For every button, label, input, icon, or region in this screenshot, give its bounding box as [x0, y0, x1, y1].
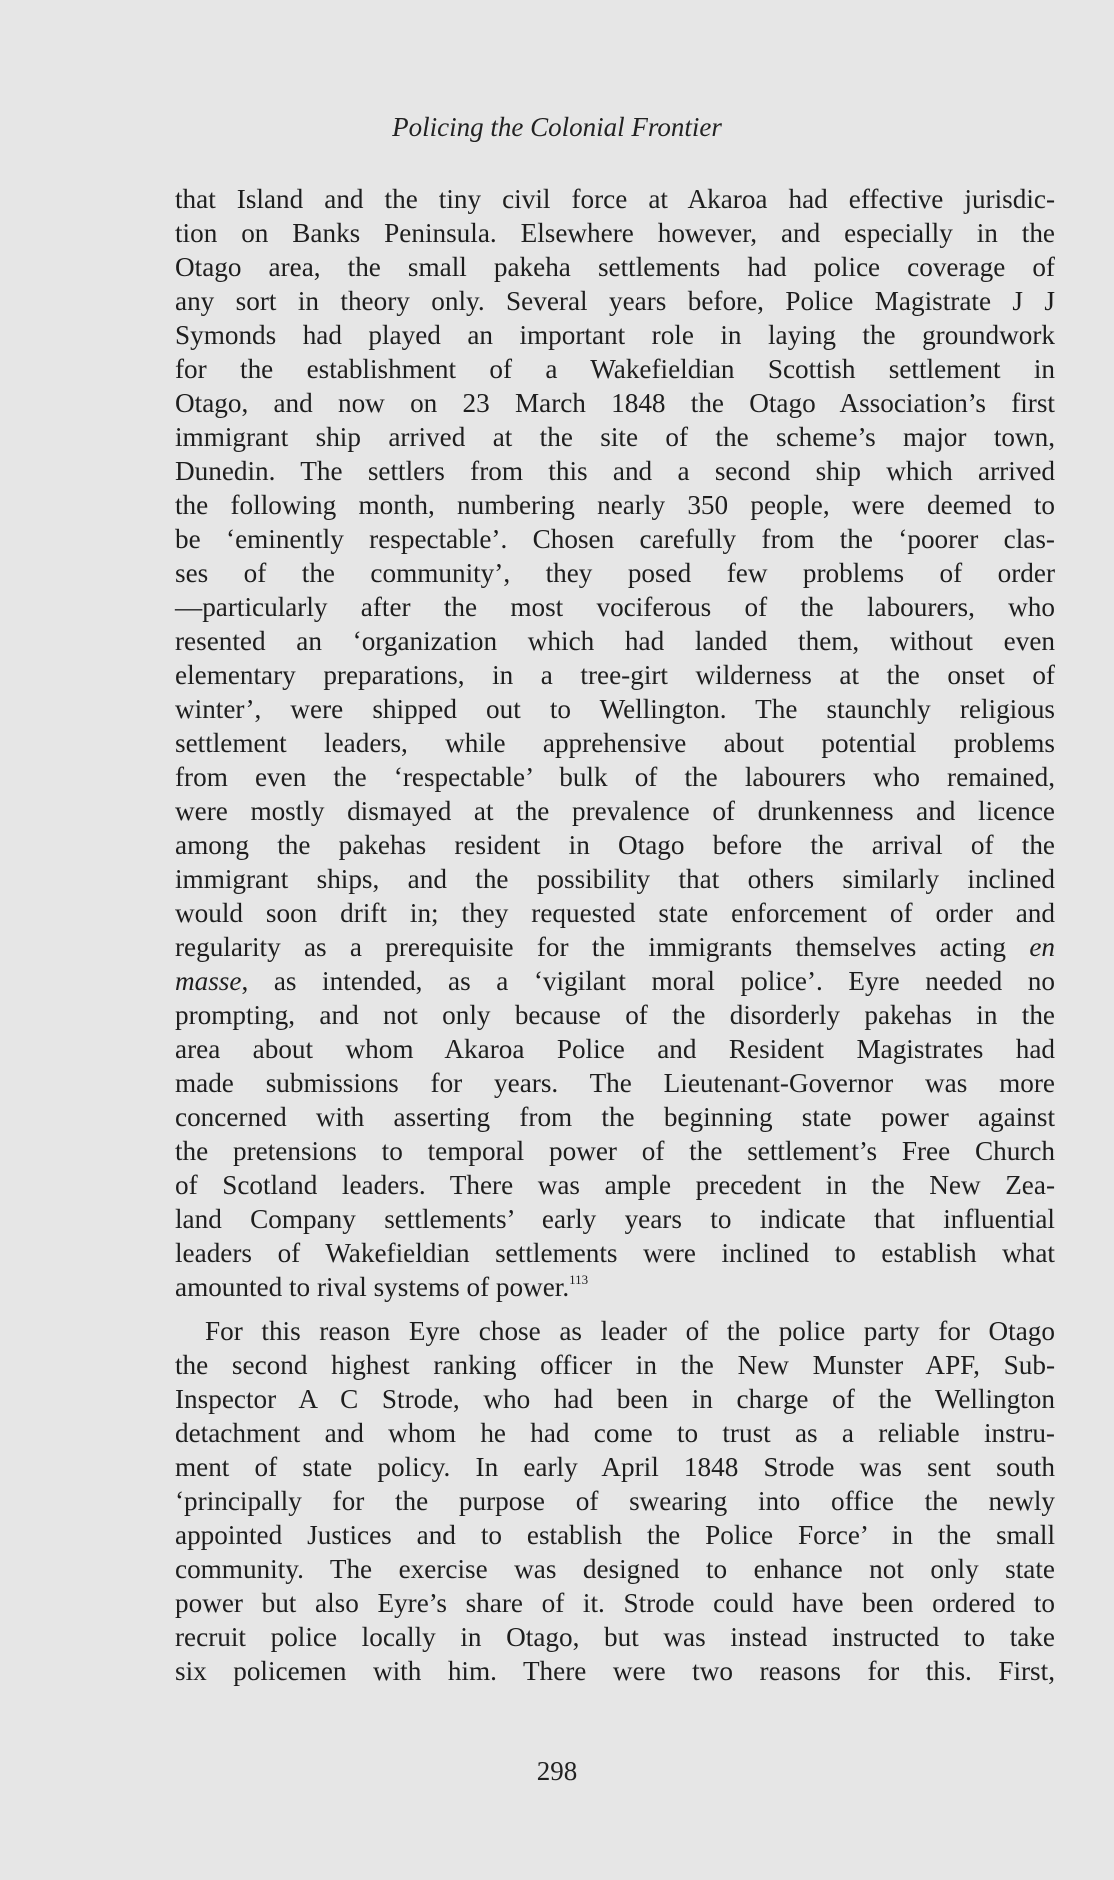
text-line: winter’, were shipped out to Wellington. The staunchly religious	[175, 694, 1055, 724]
text-line: were mostly dismayed at the prevalence of drunkenness and licence	[175, 796, 1055, 826]
text-line: made submissions for years. The Lieutenant-Governor was more	[175, 1068, 1055, 1098]
text-line: the following month, numbering nearly 350 people, were deemed to	[175, 490, 1055, 520]
text-line-with-italic	[175, 930, 1055, 964]
text-line: Symonds had played an important role in laying the groundwork	[175, 320, 1055, 350]
text-line: land Company settlements’ early years to indicate that influential	[175, 1204, 1055, 1234]
text-line: among the pakehas resident in Otago before the arrival of the	[175, 830, 1055, 860]
text-line: Otago area, the small pakeha settlements had police coverage of	[175, 252, 1055, 282]
paragraph-2	[175, 1314, 1055, 1688]
page-number: 298	[536, 1756, 578, 1786]
text-line: Otago, and now on 23 March 1848 the Otago Association’s first	[175, 388, 1055, 418]
text-line-last	[175, 1270, 1055, 1304]
text-line: resented an ‘organization which had landed them, without even	[175, 626, 1055, 656]
text-line-with-italic	[175, 964, 1055, 998]
text-line: the pretensions to temporal power of the settlement’s Free Church	[175, 1136, 1055, 1166]
text-segment: , as intended, as a ‘vigilant moral police’. Eyre needed no	[241, 966, 1055, 996]
text-line: of Scotland leaders. There was ample precedent in the New Zea-	[175, 1170, 1055, 1200]
italic-term: masse	[175, 966, 242, 996]
text-line: Dunedin. The settlers from this and a second ship which arrived	[175, 456, 1055, 486]
text-line: for the establishment of a Wakefieldian Scottish settlement in	[175, 354, 1055, 384]
text-line: recruit police locally in Otago, but was instead instructed to take	[175, 1622, 1055, 1652]
text-line-indented: For this reason Eyre chose as leader of the police party for Otago	[205, 1316, 1055, 1346]
text-line: from even the ‘respectable’ bulk of the labourers who remained,	[175, 762, 1055, 792]
text-line: that Island and the tiny civil force at Akaroa had effective jurisdic-	[175, 184, 1055, 214]
text-line: concerned with asserting from the beginning state power against	[175, 1102, 1055, 1132]
text-line: immigrant ship arrived at the site of the scheme’s major town,	[175, 422, 1055, 452]
text-line: any sort in theory only. Several years before, Police Magistrate J J	[175, 286, 1055, 316]
footnote-marker[interactable]: 113	[569, 1272, 589, 1287]
text-line: the second highest ranking officer in the New Munster APF, Sub-	[175, 1350, 1055, 1380]
text-line: ses of the community’, they posed few problems of order	[175, 558, 1055, 588]
text-line: ment of state policy. In early April 1848 Strode was sent south	[175, 1452, 1055, 1482]
text-line: prompting, and not only because of the disorderly pakehas in the	[175, 1000, 1055, 1030]
text-line: six policemen with him. There were two reasons for this. First,	[175, 1656, 1055, 1686]
text-line: be ‘eminently respectable’. Chosen carefully from the ‘poorer clas-	[175, 524, 1055, 554]
text-line: appointed Justices and to establish the Police Force’ in the small	[175, 1520, 1055, 1550]
text-line: immigrant ships, and the possibility that others similarly inclined	[175, 864, 1055, 894]
text-line: community. The exercise was designed to enhance not only state	[175, 1554, 1055, 1584]
text-segment: regularity as a prerequisite for the immigrants themselves acting	[175, 932, 1007, 962]
text-line: power but also Eyre’s share of it. Strode could have been ordered to	[175, 1588, 1055, 1618]
text-line: area about whom Akaroa Police and Resident Magistrates had	[175, 1034, 1055, 1064]
text-line: Inspector A C Strode, who had been in charge of the Wellington	[175, 1384, 1055, 1414]
running-head: Policing the Colonial Frontier	[392, 112, 722, 142]
text-line: leaders of Wakefieldian settlements were inclined to establish what	[175, 1238, 1055, 1268]
text-line: would soon drift in; they requested state enforcement of order and	[175, 898, 1055, 928]
text-line: detachment and whom he had come to trust as a reliable instru-	[175, 1418, 1055, 1448]
text-line: settlement leaders, while apprehensive about potential problems	[175, 728, 1055, 758]
text-line: ‘principally for the purpose of swearing into office the newly	[175, 1486, 1055, 1516]
text-line: tion on Banks Peninsula. Elsewhere however, and especially in the	[175, 218, 1055, 248]
text-segment: amounted to rival systems of power.	[175, 1272, 570, 1302]
text-line: —particularly after the most vociferous of the labourers, who	[175, 592, 1055, 622]
text-line: elementary preparations, in a tree-girt wilderness at the onset of	[175, 660, 1055, 690]
italic-term: en	[1029, 932, 1055, 962]
paragraph-1	[175, 182, 1055, 1304]
